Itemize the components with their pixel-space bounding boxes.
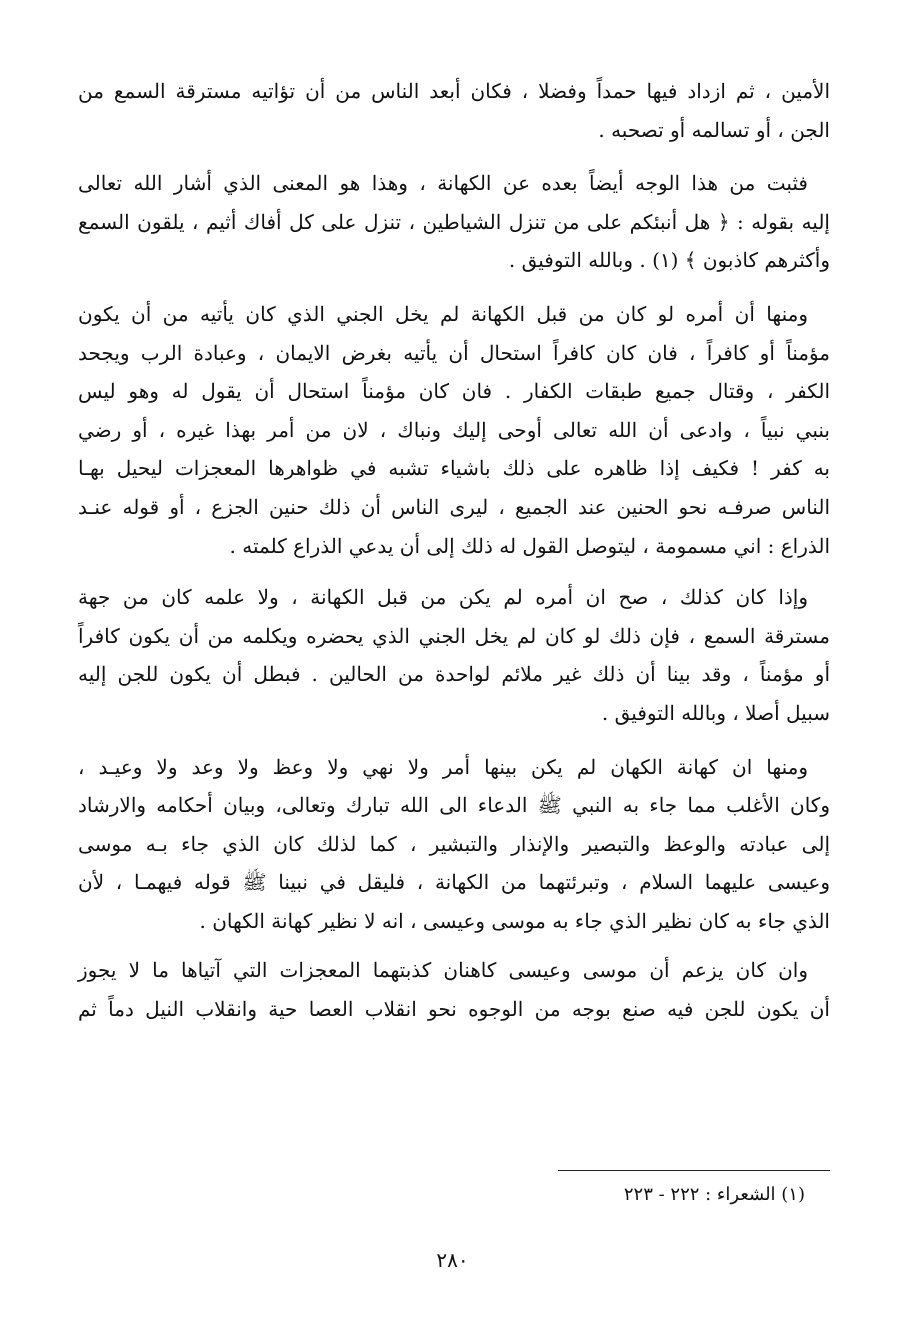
paragraph-6 — [78, 951, 830, 1028]
paragraph-3 — [78, 295, 830, 565]
page-body — [78, 72, 830, 1041]
text-line: فثبت من هذا الوجه أيضاً بعده عن الكهانة ، وهذا هو المعنى الذي أشار الله تعالى — [78, 171, 808, 196]
text-line: الجن ، أو تسالمه أو تصحبه . — [598, 117, 830, 142]
paragraph-4 — [78, 578, 830, 732]
paragraph-5 — [78, 748, 830, 941]
text-line: بنبي نبياً ، وادعى أن الله تعالى أوحى إليك ونباك ، لان من أمر بهذا غيره ، أو رضي — [78, 417, 830, 442]
text-line: وكان الأغلب مما جاء به النبي ﷺ الدعاء الى الله تبارك وتعالى، وبيان أحكامه والارشاد — [78, 793, 830, 818]
text-line: الكفر ، وقتال جميع طبقات الكفار . فان كان مؤمناً استحال أن يقول له وهو ليس — [78, 379, 830, 404]
text-line: الأمين ، ثم ازداد فيها حمداً وفضلا ، فكان أبعد الناس من أن تؤاتيه مسترقة السمع من — [78, 79, 830, 103]
text-line: وان كان يزعم أن موسى وعيسى كاهنان كذبتهما المعجزات التي آتياها ما لا يجوز — [78, 958, 808, 983]
text-line: وإذا كان كذلك ، صح ان أمره لم يكن من قبل الكهانة ، ولا علمه كان من جهة — [78, 585, 808, 610]
footnote: (١) الشعراء : ٢٢٢ - ٢٢٣ — [623, 1184, 805, 1205]
text-line: وعيسى عليهما السلام ، وتبرئتهما من الكهانة ، فليقل في نبينا ﷺ قوله فيهمـا ، لأن — [78, 870, 830, 895]
text-line: أو مؤمناً ، وقد بينا أن ذلك غير ملائم لواحدة من الحالين . فبطل أن يكون للجن إليه — [78, 662, 830, 687]
text-line: وأكثرهم كاذبون ﴾ (١) . وبالله التوفيق . — [508, 248, 830, 273]
text-line: ومنها أن أمره لو كان من قبل الكهانة لم يخل الجني الذي كان يأتيه من أن يكون — [78, 301, 808, 326]
text-line: إليه بقوله : ﴿ هل أنبئكم على من تنزل الشياطين ، تنزل على كل أفاك أثيم ، يلقون السمع — [78, 209, 830, 234]
text-line: ومنها ان كهانة الكهان لم يكن بينها أمر ولا نهي ولا وعظ ولا وعد ولا وعيـد ، — [78, 754, 808, 779]
footnote-separator — [558, 1170, 830, 1171]
text-line: أن يكون للجن فيه صنع بوجه من الوجوه نحو انقلاب العصا حية وانقلاب النيل دماً ثم — [78, 997, 830, 1022]
text-line: مؤمناً أو كافراً ، فان كان كافراً استحال أن يأتيه بغرض الايمان ، وعبادة الرب ويجحد — [78, 340, 830, 365]
page-number: ٢٨٠ — [436, 1248, 469, 1272]
text-line: مسترقة السمع ، فإن ذلك لو كان لم يخل الجني الذي يحضره ويكلمه من أن يكون كافراً — [78, 623, 830, 648]
text-line: به كفر ! فكيف إذا ظاهره على ذلك باشياء تشبه في ظواهرها المعجزات ليحيل بهـا — [78, 456, 831, 481]
text-line: الذي جاء به كان نظير الذي جاء به موسى وعيسى ، انه لا نظير كهانة الكهان . — [199, 908, 830, 933]
paragraph-1 — [78, 72, 830, 149]
paragraph-2 — [78, 164, 830, 280]
text-line: الذراع : اني مسمومة ، ليتوصل القول له ذلك إلى أن يدعي الذراع كلمته . — [229, 533, 830, 558]
text-line: سبيل أصلا ، وبالله التوفيق . — [601, 700, 830, 725]
text-line: إلى عبادته والوعظ والتبصير والإنذار والتبشير ، كما لذلك كان الذي جاء بـه موسى — [78, 831, 830, 856]
text-line: الناس صرفـه نحو الحنين عند الجميع ، ليرى الناس أن ذلك حنين الجزع ، أو قوله عنـد — [78, 494, 830, 519]
